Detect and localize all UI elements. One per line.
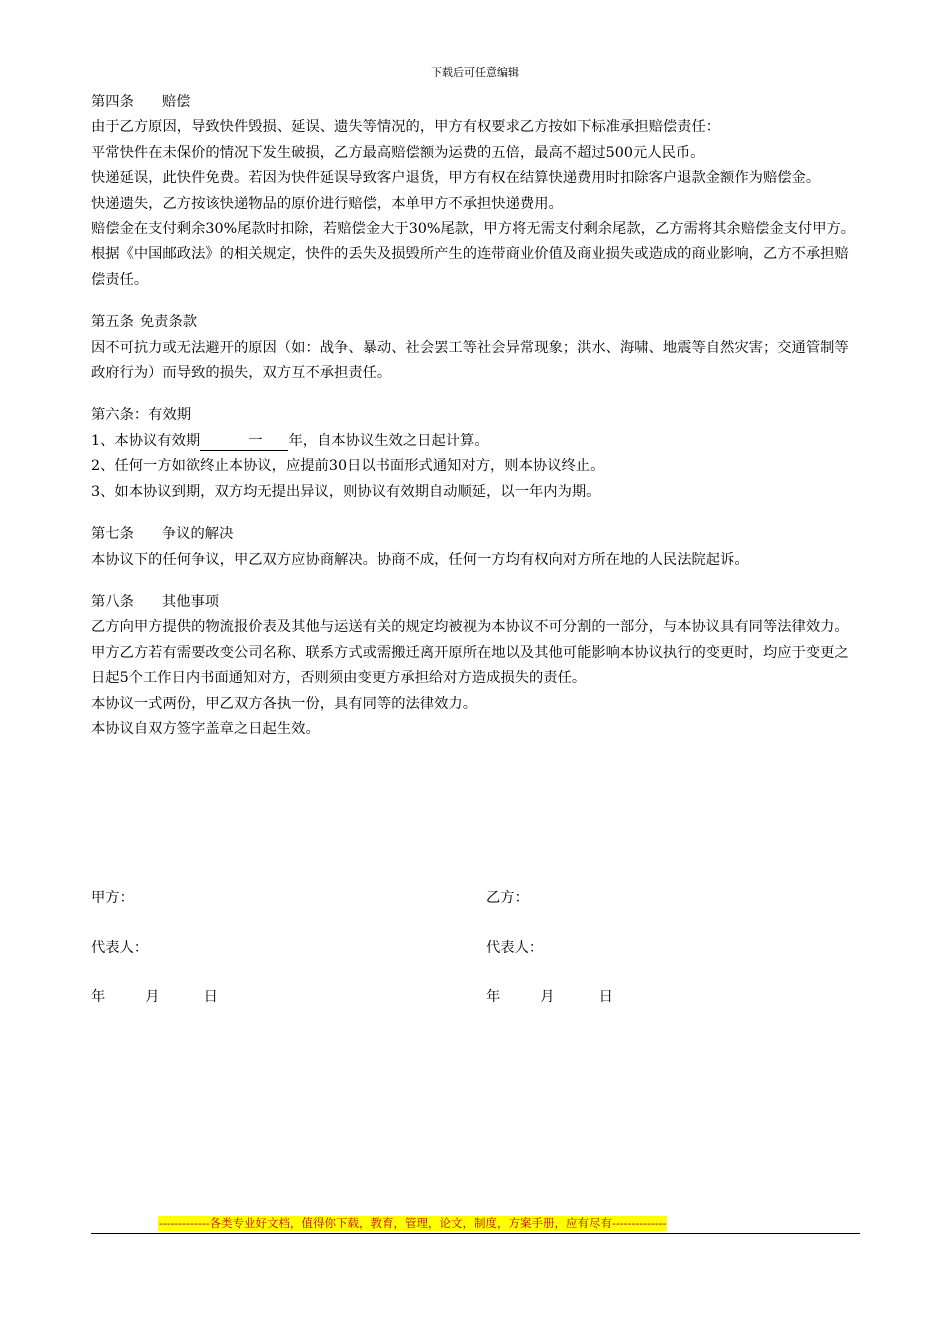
validity-item-2: 2、任何一方如欲终止本协议，应提前30日以书面形式通知对方，则本协议终止。: [91, 458, 605, 475]
paragraph: 本协议自双方签字盖章之日起生效。: [91, 720, 320, 737]
article-number: 第四条: [91, 94, 134, 110]
article-name: 赔偿: [161, 94, 191, 110]
article-number: 第七条: [91, 526, 134, 543]
paragraph: 快递延误，此快件免费。若因为快件延误导致客户退货，甲方有权在结算快递费用时扣除客户退款金额作为赔偿金。: [91, 170, 821, 187]
validity-term-field: 一: [200, 432, 288, 451]
paragraph: 乙方向甲方提供的物流报价表及其他与运送有关的规定均被视为本协议不可分割的一部分，与本协议具有同等法律效力。: [91, 619, 849, 636]
validity-suffix: 年，自本协议生效之日起计算。: [288, 432, 489, 449]
article-4-title: [91, 90, 861, 115]
paragraph: 根据《中国邮政法》的相关规定，快件的丢失及损毁所产生的连带商业价值及商业损失或造成的商业影响，乙方不承担赔偿责任。: [91, 246, 849, 288]
paragraph: 因不可抗力或无法避开的原因（如：战争、暴动、社会罢工等社会异常现象；洪水、海啸、地震等自然灾害；交通管制等政府行为）而导致的损失，双方互不承担责任。: [91, 339, 849, 382]
paragraph: 本协议一式两份，甲乙双方各执一份，具有同等的法律效力。: [91, 695, 478, 712]
paragraph: 平常快件在未保价的情况下发生破损，乙方最高赔偿额为运费的五倍，最高不超过500元人民币。: [91, 144, 705, 161]
paragraph: 赔偿金在支付剩余30%尾款时扣除，若赔偿金大于30%尾款，甲方将无需支付剩余尾款，乙方需将其余赔偿金支付甲方。: [91, 221, 856, 238]
party-b-label: 乙方：: [486, 890, 529, 906]
month-label: 月: [540, 989, 555, 1005]
article-number: 第八条: [91, 593, 134, 610]
day-label: 日: [598, 989, 613, 1005]
article-8-title: [91, 590, 861, 615]
day-label: 日: [203, 989, 218, 1005]
footer-divider: [91, 1233, 860, 1234]
party-a-label: 甲方：: [91, 890, 134, 906]
paragraph: 快递遗失，乙方按该快递物品的原价进行赔偿，本单甲方不承担快递费用。: [91, 195, 563, 212]
month-label: 月: [145, 989, 160, 1005]
party-a-representative: 代表人：: [91, 940, 149, 956]
party-b-representative: 代表人：: [486, 940, 544, 956]
article-name: 争议的解决: [161, 526, 234, 543]
footer-banner: -------------各类专业好文档，值得你下载，教育，管理，论文，制度，方案手册，应有尽有--------------: [159, 1216, 667, 1230]
party-a-date: [91, 987, 218, 1007]
article-7-title: [91, 522, 861, 547]
paragraph: 由于乙方原因，导致快件毁损、延误、遗失等情况的，甲方有权要求乙方按如下标准承担赔偿责任：: [91, 119, 721, 136]
article-name: 免责条款: [139, 314, 198, 331]
paragraph: 甲方乙方若有需要改变公司名称、联系方式或需搬迁离开原所在地以及其他可能影响本协议执行的变更时，均应于变更之日起5个工作日内书面通知对方，否则须由变更方承担给对方造成损失的责任。: [91, 644, 849, 687]
article-name: 其他事项: [161, 593, 220, 610]
validity-prefix: 1、本协议有效期: [91, 432, 201, 449]
paragraph: 本协议下的任何争议，甲乙双方应协商解决。协商不成，任何一方均有权向对方所在地的人民法院起诉。: [91, 551, 749, 568]
document-body: [91, 90, 861, 742]
validity-item-3: 3、如本协议到期，双方均无提出异议，则协议有效期自动顺延，以一年内为期。: [91, 483, 601, 500]
year-label: 年: [486, 989, 501, 1005]
article-5-title: [91, 310, 861, 335]
article-6-title: 第六条：有效期: [91, 407, 192, 424]
party-b-date: [486, 987, 613, 1007]
article-number: 第五条: [91, 314, 134, 331]
validity-item-1: [91, 429, 861, 454]
header-note: 下载后可任意编辑: [431, 66, 519, 79]
year-label: 年: [91, 989, 106, 1005]
